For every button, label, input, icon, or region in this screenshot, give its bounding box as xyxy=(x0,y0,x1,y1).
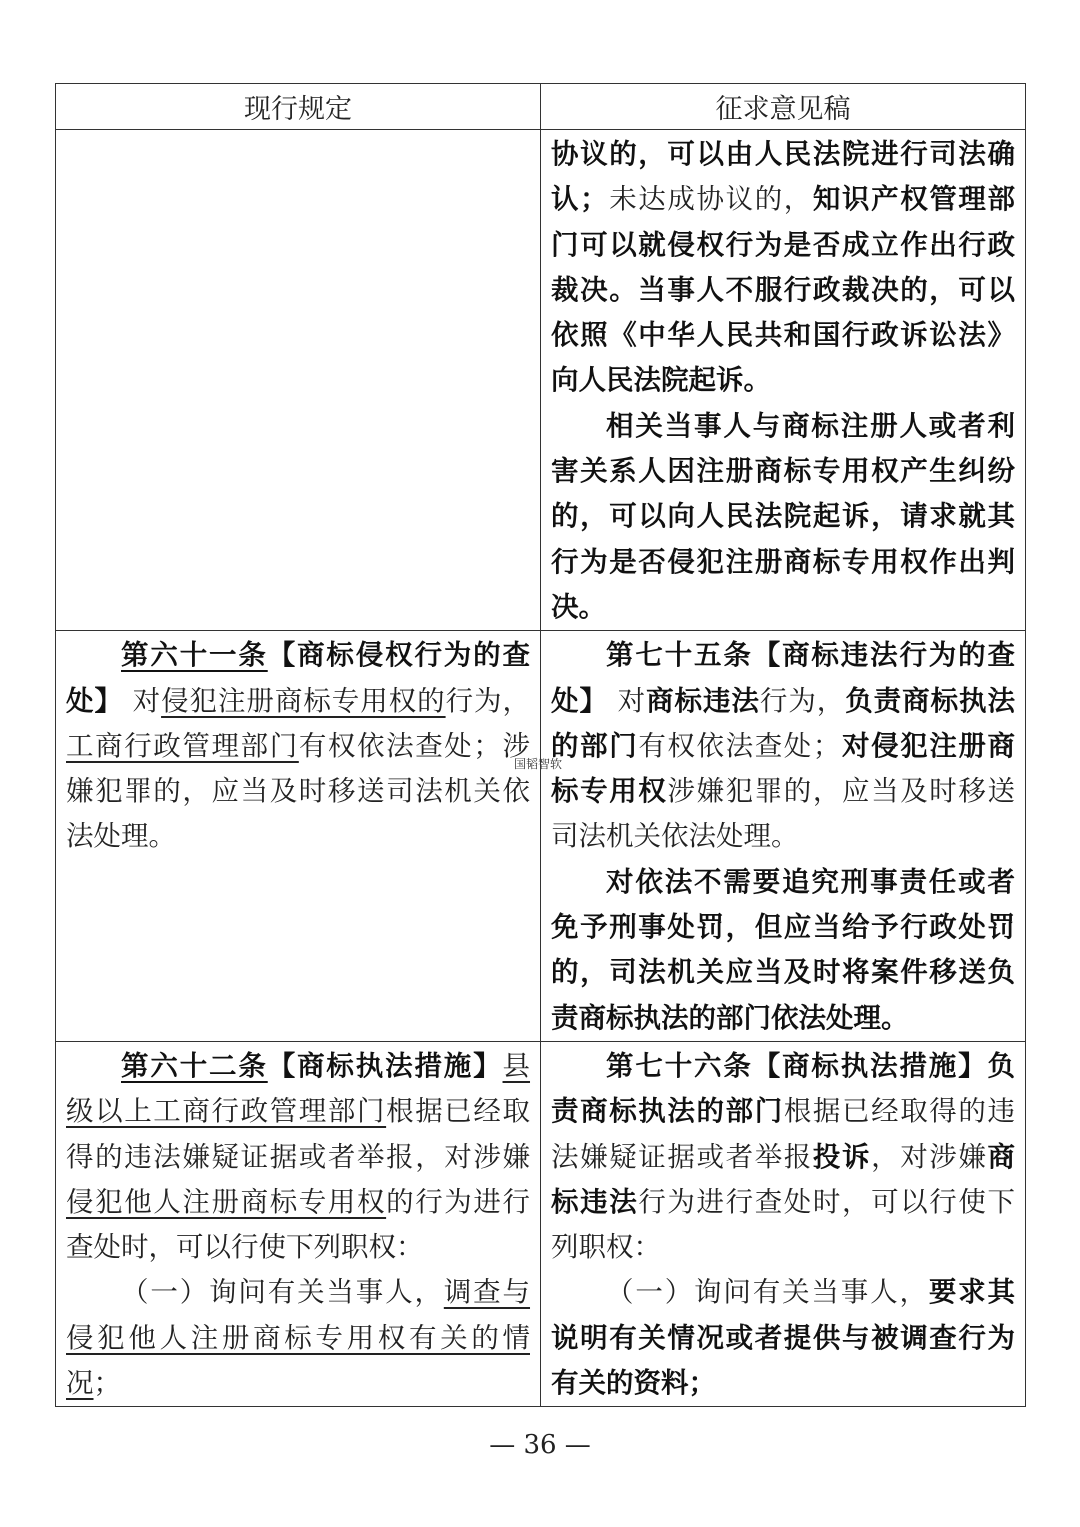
article-title: 【商标侵权行为的查处】 xyxy=(66,639,531,717)
article-75: 第七十五条【商标违法行为的查处】 对商标违法行为，负责商标执法的部门有权依法查处；对侵犯注册商标专用权涉嫌犯罪的，应当及时移送司法机关依法处理。 xyxy=(551,639,1016,853)
article-number: 第七十六条 xyxy=(606,1049,753,1082)
header-row xyxy=(56,84,1026,130)
article-title: 【商标执法措施】 xyxy=(752,1049,988,1082)
row2-right-cell xyxy=(541,631,1026,1042)
header-current-rules: 现行规定 xyxy=(56,84,541,130)
row1-left-cell xyxy=(56,130,541,631)
table-row xyxy=(56,130,1026,631)
article-number: 第七十五条 xyxy=(606,639,753,672)
watermark: 国韬智软 xyxy=(514,757,563,771)
article-title: 【商标执法措施】 xyxy=(267,1049,503,1082)
row2-left-cell xyxy=(56,631,541,1042)
row3-right-cell xyxy=(541,1041,1026,1406)
article-76: 第七十六条【商标执法措施】负责商标执法的部门根据已经取得的违法嫌疑证据或者举报投诉，对涉嫌商标违法行为进行查处时，可以行使下列职权： xyxy=(551,1049,1016,1264)
row1-right-paragraph-2: 相关当事人与商标注册人或者利害关系人因注册商标专用权产生纠纷的，可以向人民法院起诉，请求就其行为是否侵犯注册商标专用权作出判决。 xyxy=(551,409,1015,623)
article-62: 第六十二条【商标执法措施】县级以上工商行政管理部门根据已经取得的违法嫌疑证据或者举报，对涉嫌侵犯他人注册商标专用权的行为进行查处时，可以行使下列职权： xyxy=(66,1049,531,1264)
article-75-paragraph-2: 对依法不需要追究刑事责任或者免予刑事处罚，但应当给予行政处罚的，司法机关应当及时将案件移送负责商标执法的部门依法处理。 xyxy=(551,865,1015,1034)
article-number: 第六十一条 xyxy=(121,639,268,672)
article-61: 第六十一条【商标侵权行为的查处】 对侵犯注册商标专用权的行为，工商行政管理部门有权依法查处；涉嫌犯罪的，应当及时移送司法机关依法处理。 xyxy=(66,639,531,853)
article-62-item-1: （一）询问有关当事人，调查与侵犯他人注册商标专用权有关的情况； xyxy=(66,1276,531,1400)
row3-left-cell xyxy=(56,1041,541,1406)
comparison-table xyxy=(55,83,1026,1407)
page-number: — 36 — xyxy=(489,1430,591,1460)
row1-right-cell xyxy=(541,130,1026,631)
table-row xyxy=(56,631,1026,1042)
row1-right-paragraph-1: 协议的，可以由人民法院进行司法确认；未达成协议的，知识产权管理部门可以就侵权行为是否成立作出行政裁决。当事人不服行政裁决的，可以依照《中华人民共和国行政诉讼法》向人民法院起诉。 xyxy=(551,138,1016,397)
article-number: 第六十二条 xyxy=(121,1049,268,1082)
table-row xyxy=(56,1041,1026,1406)
article-title: 【商标违法行为的查处】 xyxy=(551,639,1016,717)
article-76-item-1: （一）询问有关当事人，要求其说明有关情况或者提供与被调查行为有关的资料； xyxy=(551,1276,1016,1400)
header-draft: 征求意见稿 xyxy=(541,84,1026,130)
